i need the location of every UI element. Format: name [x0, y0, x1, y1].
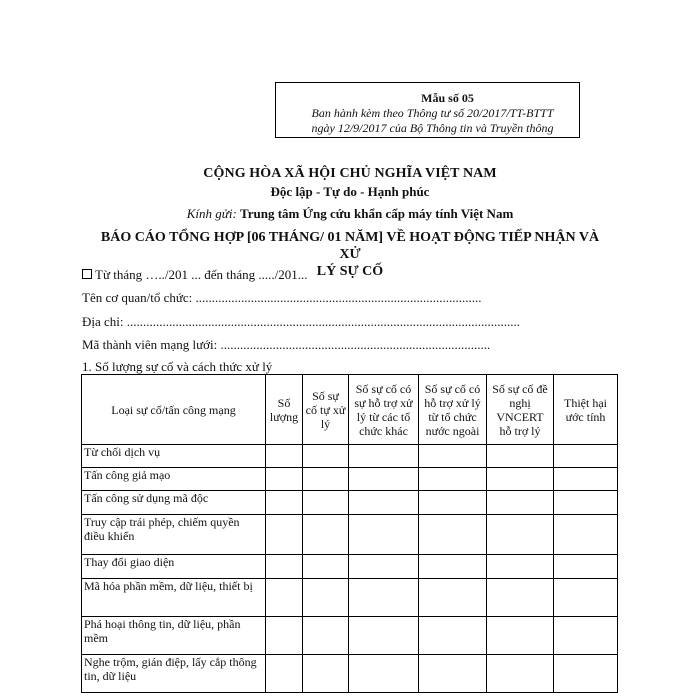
- table-cell[interactable]: [349, 655, 419, 693]
- table-cell[interactable]: [487, 655, 554, 693]
- table-cell[interactable]: [266, 491, 303, 515]
- table-cell[interactable]: [349, 445, 419, 468]
- table-cell[interactable]: [419, 655, 487, 693]
- table-cell[interactable]: [303, 555, 349, 579]
- incident-table: [81, 374, 618, 693]
- table-cell[interactable]: [303, 655, 349, 693]
- table-header-row: [82, 375, 618, 445]
- issued-note-line2: ngày 12/9/2017 của Bộ Thông tin và Truyền thông: [311, 121, 554, 135]
- period-text: Từ tháng …../201 ... đến tháng ...../201...: [95, 267, 308, 282]
- table-cell[interactable]: [554, 655, 618, 693]
- table-cell[interactable]: [266, 515, 303, 555]
- row-label: Truy cập trái phép, chiếm quyền điều khiển: [82, 515, 266, 555]
- col-header-foreign-support: Số sự cố có hỗ trợ xử lý từ tổ chức nước ngoài: [419, 375, 487, 445]
- table-cell[interactable]: [487, 445, 554, 468]
- col-header-type: Loại sự cố/tấn công mạng: [82, 375, 266, 445]
- table-row: [82, 579, 618, 617]
- table-cell[interactable]: [266, 468, 303, 491]
- table-cell[interactable]: [303, 617, 349, 655]
- table-cell[interactable]: [487, 579, 554, 617]
- table-cell[interactable]: [303, 579, 349, 617]
- table-cell[interactable]: [266, 579, 303, 617]
- table-cell[interactable]: [487, 491, 554, 515]
- row-label: Nghe trộm, gián điệp, lấy cắp thông tin, dữ liệu: [82, 655, 266, 693]
- table-cell[interactable]: [487, 617, 554, 655]
- table-row: [82, 555, 618, 579]
- row-label: Tấn công sử dụng mã độc: [82, 491, 266, 515]
- table-cell[interactable]: [349, 468, 419, 491]
- col-header-damage: Thiệt hại ước tính: [554, 375, 618, 445]
- table-cell[interactable]: [554, 579, 618, 617]
- table-row: [82, 617, 618, 655]
- report-title-line1: BÁO CÁO TỔNG HỢP [06 THÁNG/ 01 NĂM] VỀ HOẠT ĐỘNG TIẾP NHẬN VÀ XỬ: [100, 230, 600, 262]
- table-cell[interactable]: [487, 555, 554, 579]
- table-cell[interactable]: [419, 617, 487, 655]
- period-checkbox[interactable]: [82, 269, 92, 279]
- table-row: [82, 655, 618, 693]
- table-cell[interactable]: [266, 445, 303, 468]
- table-cell[interactable]: [349, 579, 419, 617]
- row-label: Tấn công giả mạo: [82, 468, 266, 491]
- table-cell[interactable]: [419, 491, 487, 515]
- col-header-vncert-request: Số sự cố đề nghị VNCERT hỗ trợ lý: [487, 375, 554, 445]
- table-cell[interactable]: [349, 491, 419, 515]
- recipient-value: Trung tâm Ứng cứu khẩn cấp máy tính Việt Nam: [240, 206, 514, 221]
- organization-field[interactable]: Tên cơ quan/tổ chức: ........................................................................................: [82, 290, 482, 305]
- table-cell[interactable]: [554, 515, 618, 555]
- table-cell[interactable]: [419, 515, 487, 555]
- table-cell[interactable]: [554, 617, 618, 655]
- table-cell[interactable]: [419, 555, 487, 579]
- recipient-label: Kính gửi:: [186, 206, 237, 221]
- period-field[interactable]: [82, 267, 308, 283]
- recipient-line: [0, 206, 700, 222]
- address-field[interactable]: Địa chỉ: .........................................................................................................................: [82, 314, 521, 329]
- report-title-line2: LÝ SỰ CỐ: [316, 264, 384, 279]
- col-header-other-org-support: Số sự cố có sự hỗ trợ xử lý từ các tổ chức khác: [349, 375, 419, 445]
- row-label: Mã hóa phần mềm, dữ liệu, thiết bị: [82, 579, 266, 617]
- table-cell[interactable]: [303, 445, 349, 468]
- row-label: Phá hoại thông tin, dữ liệu, phần mềm: [82, 617, 266, 655]
- table-row: [82, 468, 618, 491]
- col-header-count: Số lượng: [266, 375, 303, 445]
- table-cell[interactable]: [554, 555, 618, 579]
- row-label: Thay đổi giao diện: [82, 555, 266, 579]
- table-cell[interactable]: [554, 445, 618, 468]
- table-cell[interactable]: [349, 555, 419, 579]
- table-cell[interactable]: [266, 555, 303, 579]
- table-cell[interactable]: [554, 468, 618, 491]
- national-motto: Độc lập - Tự do - Hạnh phúc: [270, 184, 430, 199]
- table-cell[interactable]: [349, 515, 419, 555]
- form-code-box: [275, 82, 580, 138]
- table-cell[interactable]: [349, 617, 419, 655]
- table-cell[interactable]: [554, 491, 618, 515]
- national-title: CỘNG HÒA XÃ HỘI CHỦ NGHĨA VIỆT NAM: [203, 166, 497, 181]
- table-cell[interactable]: [303, 491, 349, 515]
- issued-note-line1: Ban hành kèm theo Thông tư số 20/2017/TT-BTTT: [311, 106, 554, 120]
- table-row: [82, 491, 618, 515]
- member-code-field[interactable]: Mã thành viên mạng lưới: ...................................................................................: [82, 337, 491, 352]
- table-row: [82, 445, 618, 468]
- table-cell[interactable]: [419, 579, 487, 617]
- table-cell[interactable]: [266, 617, 303, 655]
- table-cell[interactable]: [487, 468, 554, 491]
- table-cell[interactable]: [419, 468, 487, 491]
- table-row: [82, 515, 618, 555]
- table-cell[interactable]: [303, 515, 349, 555]
- section-title: 1. Số lượng sự cố và cách thức xử lý: [82, 359, 273, 374]
- col-header-self-handled: Số sự cố tự xử lý: [303, 375, 349, 445]
- row-label: Từ chối dịch vụ: [82, 445, 266, 468]
- table-cell[interactable]: [303, 468, 349, 491]
- table-cell[interactable]: [487, 515, 554, 555]
- form-code: Mẫu số 05: [421, 91, 474, 105]
- table-cell[interactable]: [266, 655, 303, 693]
- table-cell[interactable]: [419, 445, 487, 468]
